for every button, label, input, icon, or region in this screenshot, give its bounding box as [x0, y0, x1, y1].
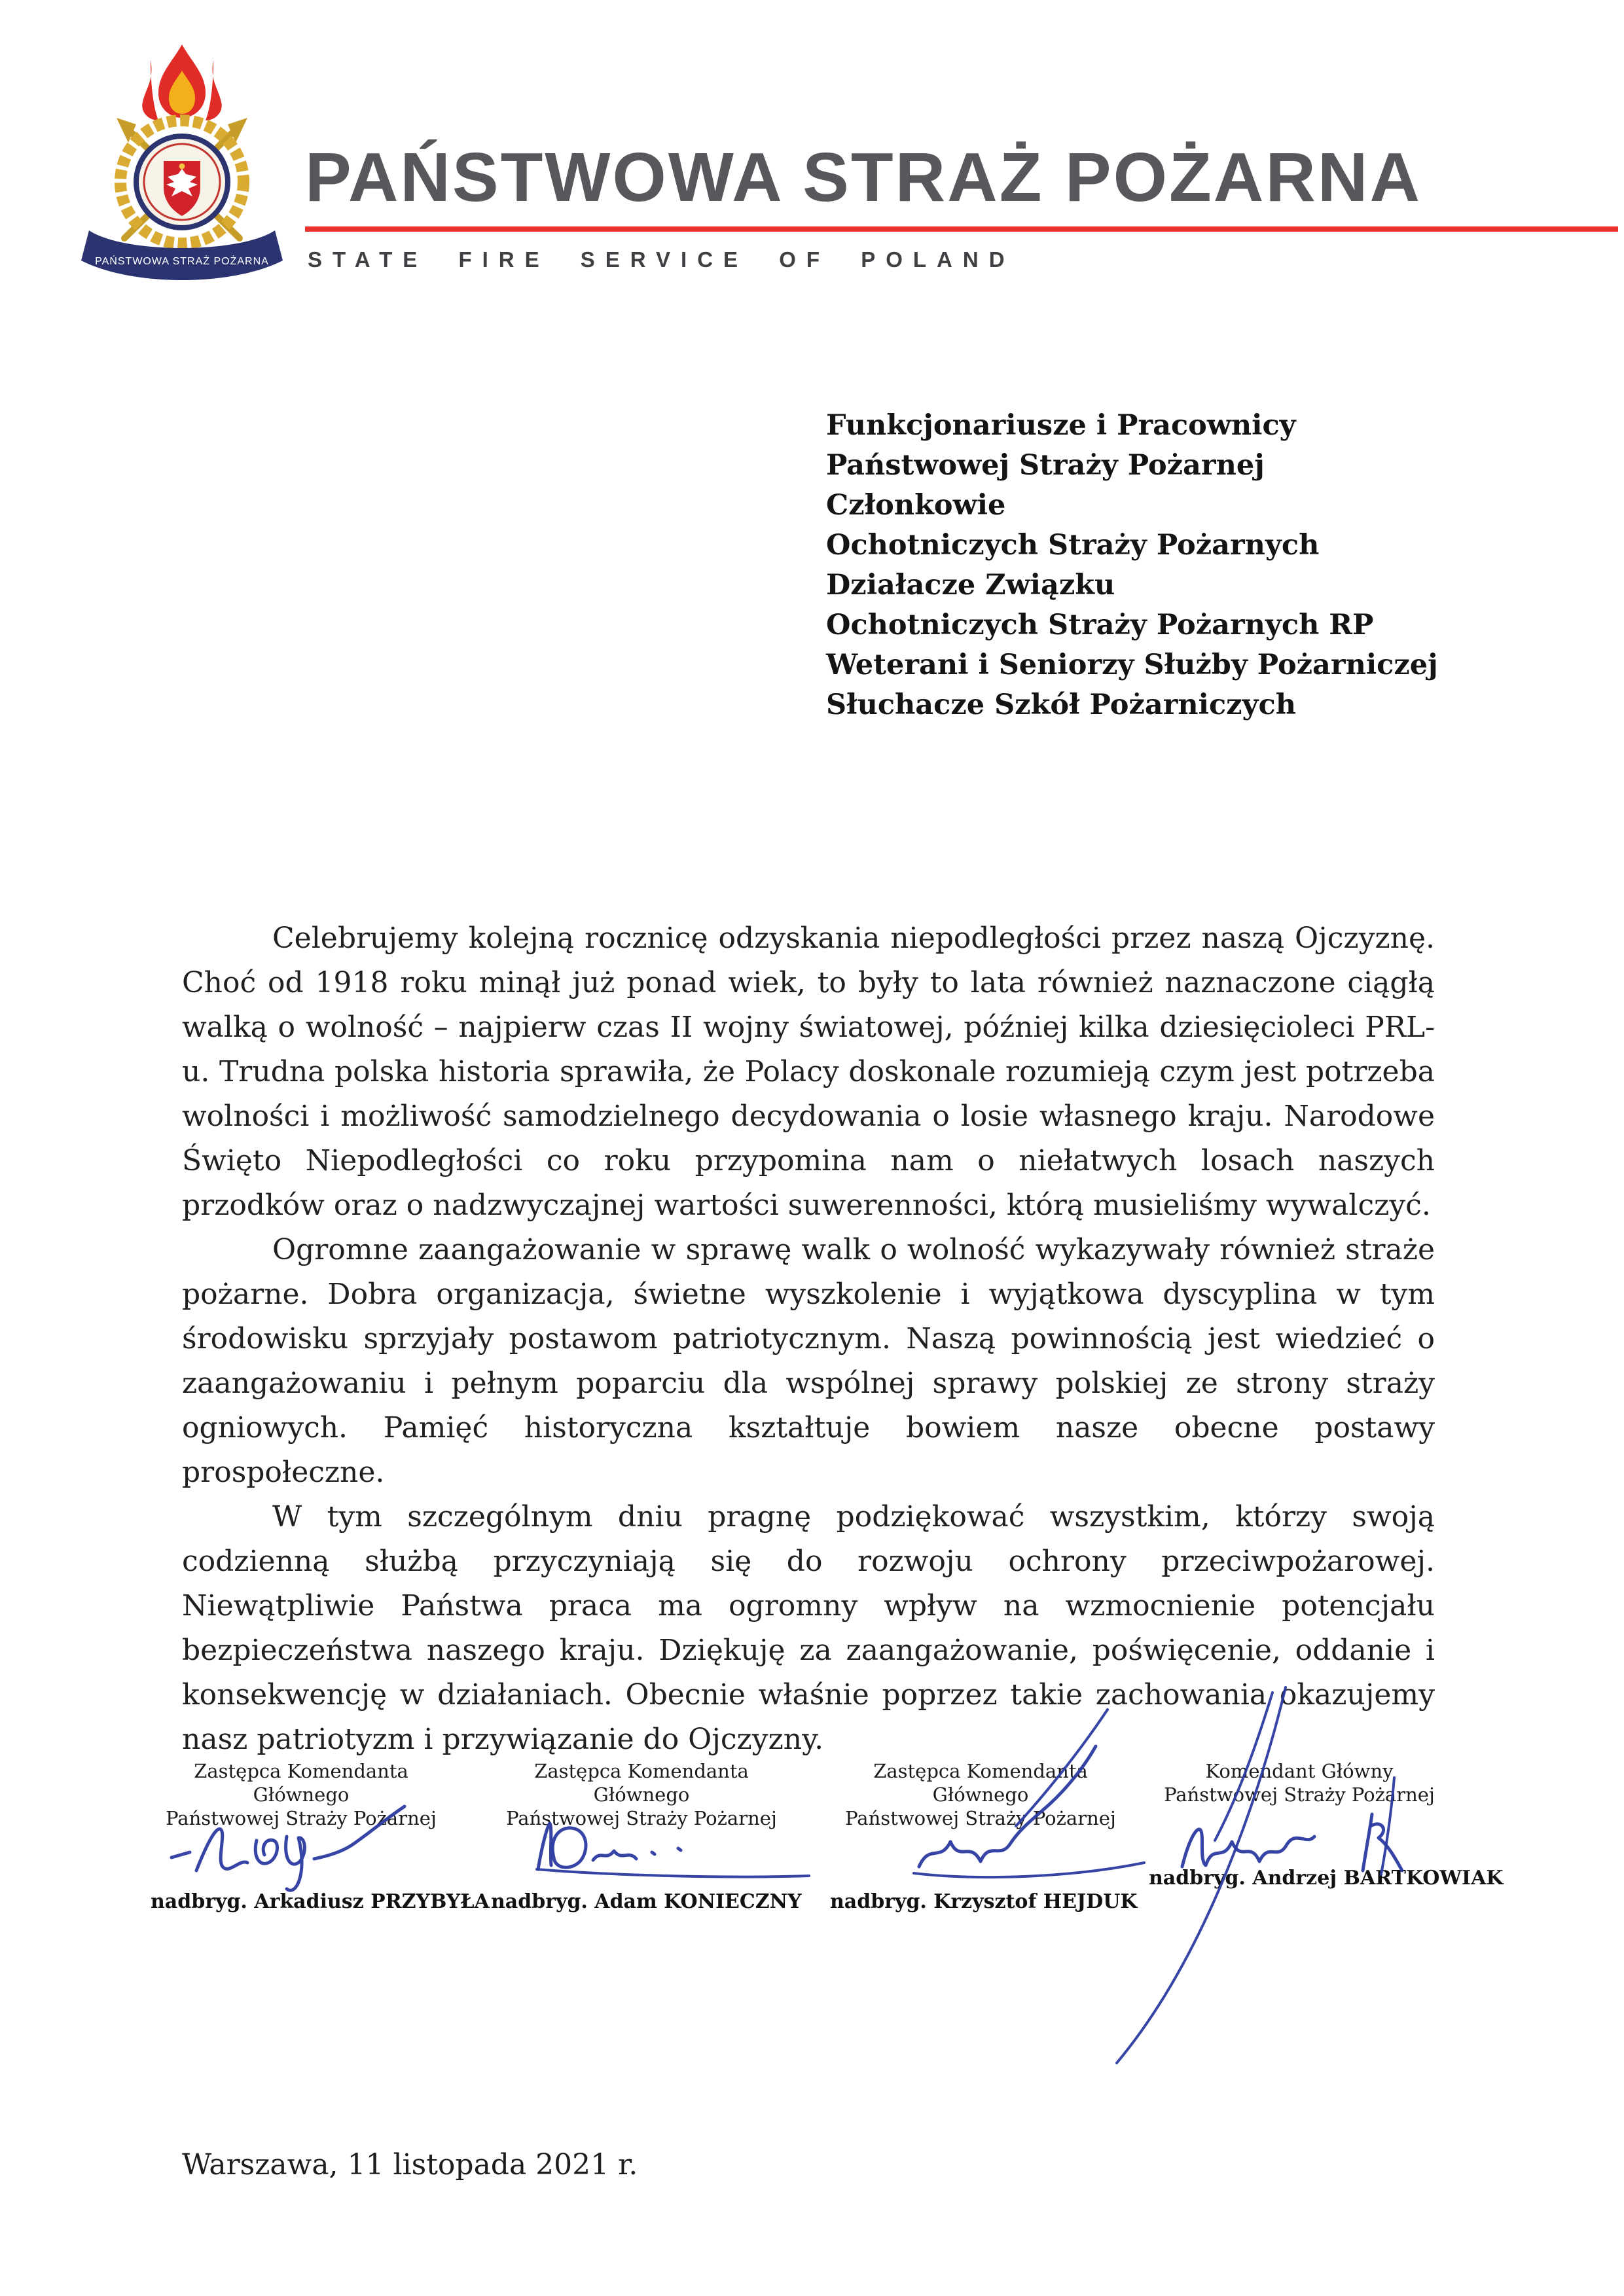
signer-title: Komendant Główny: [1205, 1760, 1394, 1782]
signature-row: [0, 1759, 1624, 1929]
signer-name: nadbryg. Adam KONIECZNY: [491, 1890, 802, 1913]
addressee-line: Państwowej Straży Pożarnej: [826, 449, 1265, 482]
org-title: PAŃSTWOWA STRAŻ POŻARNA: [305, 139, 1422, 216]
signer-title: Państwowej Straży Pożarnej: [845, 1807, 1116, 1829]
fire-service-emblem-svg: [77, 39, 287, 296]
signature-block-przybyla: [151, 1759, 490, 1913]
letter-body: [182, 916, 1435, 1762]
body-paragraph: W tym szczególnym dniu pragnę podziękować wszystkim, którzy swoją codzienną służbą przyczyniają się do rozwoju ochrony przeciwpożarowej. Niewątpliwie Państwa praca ma ogromny wpływ na wzmocnienie potencjału bezpieczeństwa naszego kraju. Dziękuję za zaangażowanie, poświęcenie, oddanie i konsekwencję w działaniach. Obecnie właśnie poprzez takie zachowania okazujemy nasz patriotyzm i przywiązanie do Ojczyzny.: [182, 1500, 1435, 1756]
addressee-line: Weterani i Seniorzy Służby Pożarniczej: [826, 649, 1438, 681]
addressee-line: Działacze Związku: [826, 569, 1115, 601]
addressee-line: Członkowie: [826, 489, 1006, 522]
body-paragraph: Celebrujemy kolejną rocznicę odzyskania niepodległości przez naszą Ojczyznę. Choć od 1918 roku minął już ponad wiek, to były to lata również naznaczone ciągłą walką o wolność – najpierw czas II wojny światowej, później kilka dziesięcioleci PRL-u. Trudna polska historia sprawiła, że Polacy doskonale rozumieją czym jest potrzeba wolności i możliwość samodzielnego decydowania o losie własnego kraju. Narodowe Święto Niepodległości co roku przypomina nam o niełatwych losach naszych przodków oraz o nadzwyczajnej wartości suwerenności, którą musieliśmy wywalczyć.: [182, 922, 1435, 1222]
addressee-line: Ochotniczych Straży Pożarnych RP: [826, 609, 1374, 641]
signature-block-hejduk: [830, 1759, 1138, 1913]
fire-service-emblem: [77, 39, 287, 296]
flames-icon: [142, 45, 221, 120]
signature-block-konieczny: [491, 1759, 802, 1913]
place-date: Warszawa, 11 listopada 2021 r.: [182, 2148, 638, 2181]
signer-title: Zastępca Komendanta Głównego: [194, 1760, 408, 1806]
header-divider: [305, 226, 1618, 232]
signer-title: Państwowej Straży Pożarnej: [166, 1807, 437, 1829]
ribbon-banner-text: PAŃSTWOWA STRAŻ POŻARNA: [95, 256, 269, 267]
signer-name: nadbryg. Arkadiusz PRZYBYŁA: [151, 1890, 490, 1913]
addressee-line: Funkcjonariusze i Pracownicy: [826, 409, 1296, 442]
body-paragraph: Ogromne zaangażowanie w sprawę walk o wolność wykazywały również straże pożarne. Dobra organizacja, świetne wyszkolenie i wyjątkowa dyscyplina w tym środowisku sprzyjały postawom patriotycznym. Naszą powinnością jest wiedzieć o zaangażowaniu i pełnym poparciu dla wspólnej sprawy polskiej ze strony straży ogniowych. Pamięć historyczna kształtuje bowiem nasze obecne postawy prospołeczne.: [182, 1233, 1435, 1489]
signer-title: Państwowej Straży Pożarnej: [506, 1807, 777, 1829]
signer-title: Państwowej Straży Pożarnej: [1164, 1784, 1435, 1806]
org-subtitle-en: STATE FIRE SERVICE OF POLAND: [308, 247, 1015, 272]
signer-title: Zastępca Komendanta Głównego: [534, 1760, 749, 1806]
eagle-crown: [179, 164, 185, 170]
signature-block-bartkowiak: [1149, 1759, 1504, 1890]
addressee-block: [826, 406, 1438, 725]
signer-name: nadbryg. Andrzej BARTKOWIAK: [1149, 1867, 1504, 1890]
addressee-line: Ochotniczych Straży Pożarnych: [826, 529, 1320, 562]
signer-title: Zastępca Komendanta Głównego: [873, 1760, 1088, 1806]
signer-name: nadbryg. Krzysztof HEJDUK: [830, 1890, 1138, 1913]
addressee-line: Słuchacze Szkół Pożarniczych: [826, 689, 1296, 721]
